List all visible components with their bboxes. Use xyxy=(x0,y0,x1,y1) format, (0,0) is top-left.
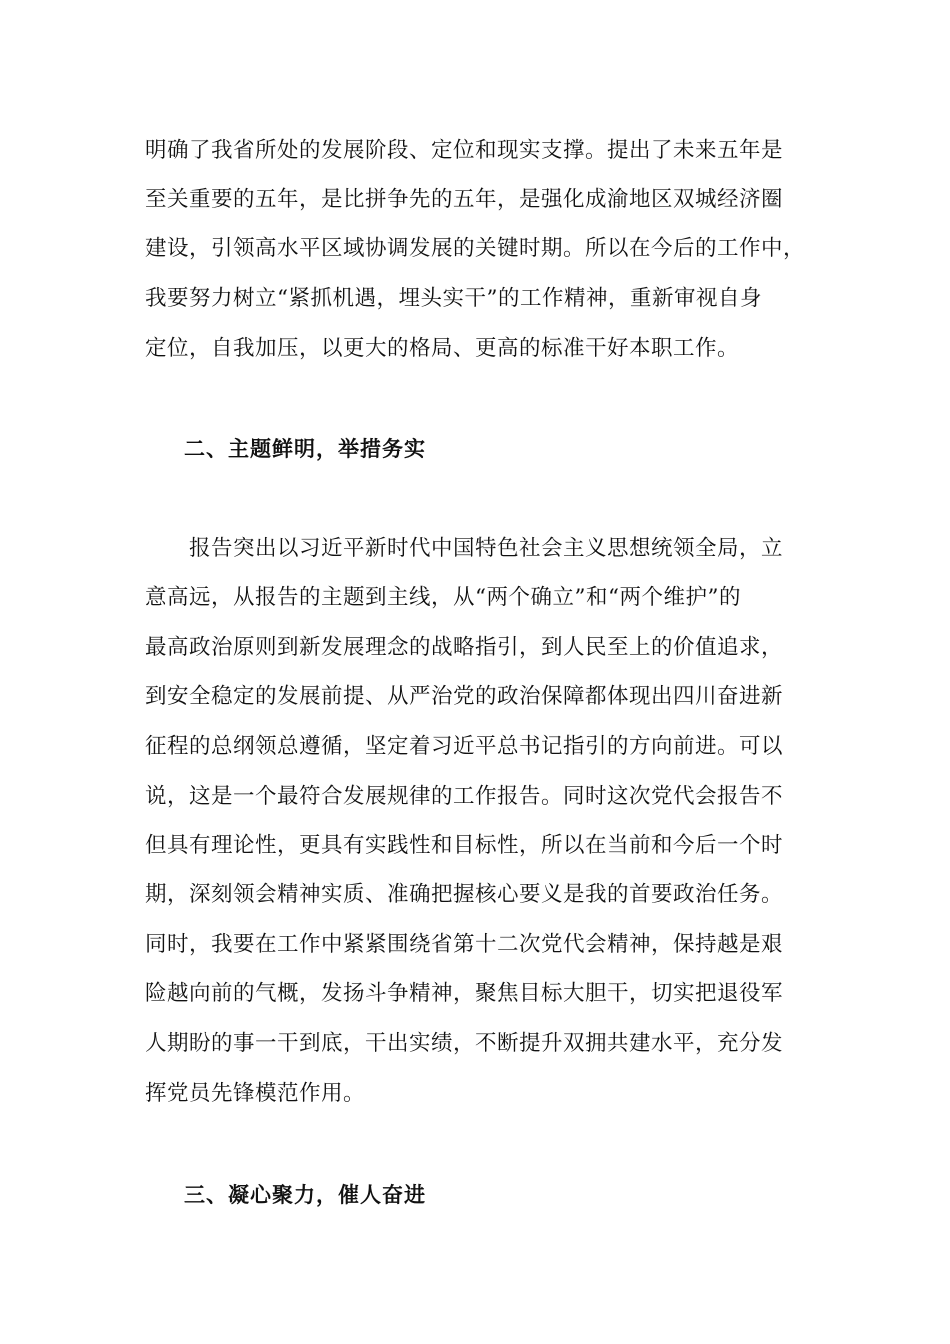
paragraph-line: 明确了我省所处的发展阶段、定位和现实支撑。提出了未来五年是 xyxy=(145,138,784,163)
paragraph-line: 最高政治原则到新发展理念的战略指引，到人民至上的价值追求， xyxy=(145,635,784,660)
paragraph-line: 到安全稳定的发展前提、从严治党的政治保障都体现出四川奋进新 xyxy=(145,684,784,709)
paragraph-line: 挥党员先锋模范作用。 xyxy=(145,1081,366,1106)
paragraph-line: 至关重要的五年，是比拼争先的五年，是强化成渝地区双城经济圈 xyxy=(145,187,784,212)
paragraph-line: 期，深刻领会精神实质、准确把握核心要义是我的首要政治任务。 xyxy=(145,882,784,907)
paragraph-line: 人期盼的事一干到底，干出实绩，不断提升双拥共建水平，充分发 xyxy=(145,1031,784,1056)
paragraph-line: 报告突出以习近平新时代中国特色社会主义思想统领全局，立 xyxy=(145,536,784,561)
section-heading-2: 二、主题鲜明，举措务实 xyxy=(184,436,426,461)
paragraph-line: 建设，引领高水平区域协调发展的关键时期。所以在今后的工作中， xyxy=(145,236,806,261)
paragraph-line: 征程的总纲领总遵循，坚定着习近平总书记指引的方向前进。可以 xyxy=(145,734,784,759)
paragraph-line: 说，这是一个最符合发展规律的工作报告。同时这次党代会报告不 xyxy=(145,784,784,809)
section-heading-3: 三、凝心聚力，催人奋进 xyxy=(184,1182,426,1207)
paragraph-line: 险越向前的气概，发扬斗争精神，聚焦目标大胆干，切实把退役军 xyxy=(145,981,784,1006)
paragraph-line: 同时，我要在工作中紧紧围绕省第十二次党代会精神，保持越是艰 xyxy=(145,932,784,957)
paragraph-line: 但具有理论性，更具有实践性和目标性，所以在当前和今后一个时 xyxy=(145,833,784,858)
paragraph-line: 意高远，从报告的主题到主线，从“两个确立”和“两个维护”的 xyxy=(145,585,741,610)
paragraph-line: 我要努力树立“紧抓机遇，埋头实干”的工作精神，重新审视自身 xyxy=(145,286,762,311)
paragraph-line: 定位，自我加压，以更大的格局、更高的标准干好本职工作。 xyxy=(145,336,740,361)
